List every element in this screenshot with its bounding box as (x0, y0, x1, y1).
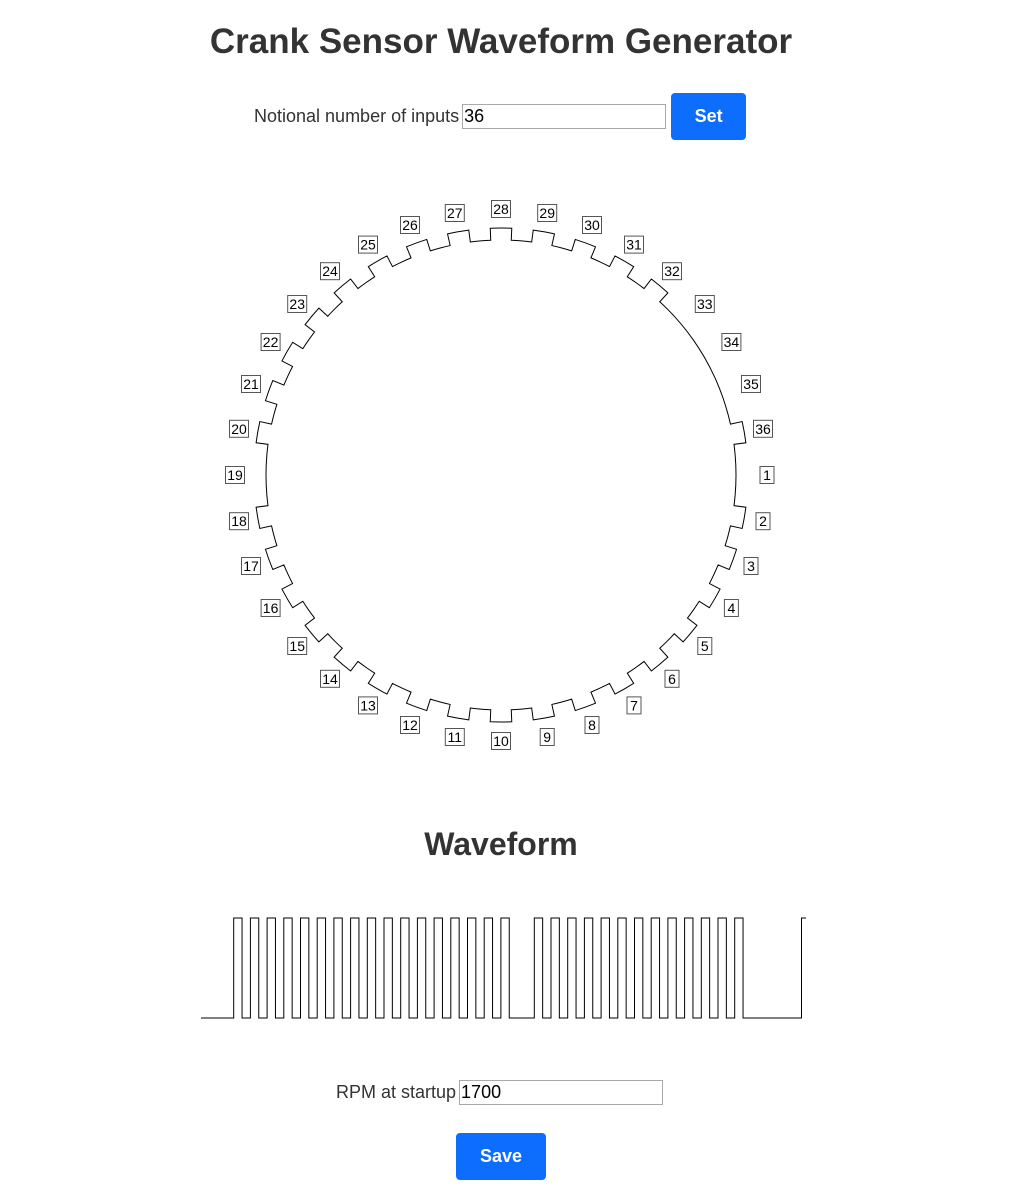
svg-text:11: 11 (447, 729, 463, 745)
svg-text:28: 28 (493, 201, 509, 217)
svg-text:15: 15 (289, 638, 305, 654)
tooth-label-19 (226, 467, 245, 484)
tooth-label-23 (288, 296, 307, 313)
svg-text:33: 33 (697, 296, 713, 312)
svg-text:35: 35 (743, 376, 759, 392)
tooth-label-15 (288, 638, 307, 655)
tooth-label-5 (698, 638, 712, 655)
tooth-label-16 (261, 600, 280, 617)
tooth-label-30 (583, 217, 602, 234)
svg-text:21: 21 (243, 376, 259, 392)
tooth-label-4 (724, 600, 738, 617)
tooth-label-20 (230, 420, 249, 437)
svg-text:9: 9 (543, 729, 552, 745)
tooth-label-33 (695, 296, 714, 313)
tooth-label-22 (261, 334, 280, 351)
tooth-label-24 (321, 263, 340, 280)
tooth-label-35 (742, 376, 761, 393)
inputs-form (254, 93, 746, 140)
waveform-line (201, 918, 806, 1018)
tooth-label-34 (722, 334, 741, 351)
tooth-label-25 (359, 236, 378, 253)
svg-text:18: 18 (231, 513, 247, 530)
tooth-label-13 (359, 697, 378, 714)
svg-text:36: 36 (755, 420, 771, 437)
tooth-label-29 (538, 205, 557, 222)
tooth-label-11 (445, 729, 464, 746)
tooth-label-6 (665, 670, 679, 687)
svg-text:7: 7 (630, 697, 638, 714)
tooth-label-1 (760, 467, 774, 484)
svg-text:6: 6 (668, 670, 676, 687)
tooth-label-8 (585, 717, 599, 734)
svg-text:2: 2 (759, 513, 767, 530)
tooth-label-2 (756, 513, 770, 530)
crank-wheel-diagram (200, 190, 800, 770)
tooth-label-12 (401, 717, 420, 734)
tooth-label-36 (754, 420, 773, 437)
svg-text:20: 20 (231, 420, 247, 437)
svg-text:27: 27 (447, 205, 463, 221)
waveform-title: Waveform (424, 826, 578, 862)
tooth-label-27 (445, 205, 464, 222)
svg-text:30: 30 (584, 217, 600, 233)
svg-text:32: 32 (664, 263, 680, 280)
rpm-label: RPM at startup (336, 1081, 457, 1102)
tooth-label-32 (663, 263, 682, 280)
set-button[interactable]: Set (671, 93, 746, 140)
svg-text:1: 1 (763, 467, 771, 483)
svg-text:25: 25 (360, 236, 376, 253)
page-title: Crank Sensor Waveform Generator (209, 22, 793, 61)
rpm-field[interactable] (459, 1080, 663, 1105)
rpm-form (336, 1078, 663, 1106)
svg-text:24: 24 (322, 263, 338, 280)
save-button[interactable]: Save (456, 1133, 546, 1180)
tooth-label-10 (492, 733, 511, 750)
tooth-label-17 (242, 558, 261, 575)
svg-text:8: 8 (588, 717, 596, 733)
svg-text:19: 19 (227, 467, 243, 483)
waveform-plot (198, 910, 806, 1024)
svg-text:34: 34 (723, 334, 740, 350)
svg-text:5: 5 (700, 638, 709, 654)
svg-text:29: 29 (539, 205, 555, 221)
tooth-label-28 (492, 201, 511, 218)
svg-text:26: 26 (402, 217, 418, 233)
inputs-label: Notional number of inputs (254, 106, 460, 126)
inputs-count-field[interactable] (462, 104, 666, 129)
svg-text:17: 17 (243, 558, 259, 574)
svg-text:3: 3 (747, 558, 755, 574)
tooth-label-26 (401, 217, 420, 234)
svg-text:4: 4 (727, 600, 736, 616)
svg-text:12: 12 (402, 717, 418, 733)
tooth-label-21 (242, 376, 261, 393)
svg-text:31: 31 (626, 236, 642, 253)
svg-text:10: 10 (493, 733, 509, 749)
wheel-outline (256, 228, 746, 722)
svg-text:16: 16 (262, 600, 279, 616)
tooth-label-14 (321, 670, 340, 687)
tooth-label-7 (627, 697, 641, 714)
tooth-label-18 (230, 513, 249, 530)
svg-text:14: 14 (322, 670, 338, 687)
tooth-label-9 (540, 729, 554, 746)
tooth-label-31 (625, 236, 644, 253)
svg-text:22: 22 (262, 334, 279, 350)
svg-text:23: 23 (289, 296, 305, 312)
tooth-label-3 (744, 558, 758, 575)
svg-text:13: 13 (360, 697, 376, 714)
